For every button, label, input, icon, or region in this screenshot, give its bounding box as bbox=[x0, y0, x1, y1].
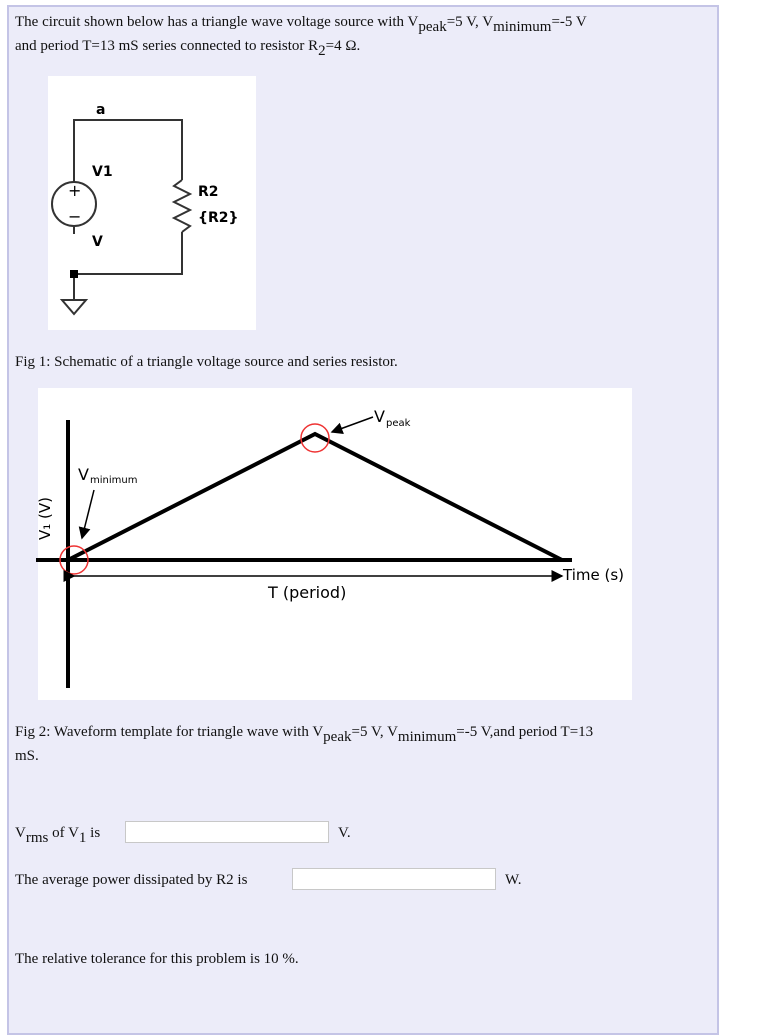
x-axis-label: Time (s) bbox=[563, 566, 624, 584]
period-label: T (period) bbox=[268, 583, 347, 602]
triangle-wave bbox=[68, 434, 562, 560]
power-unit: W. bbox=[505, 872, 522, 888]
source-name: V1 bbox=[92, 164, 113, 180]
intro-line-2: and period T=13 mS series connected to resistor $R_2=4$ Ω. bbox=[15, 38, 361, 59]
vpeak-sub: peak bbox=[386, 418, 411, 429]
power-input[interactable] bbox=[292, 868, 496, 890]
resistor bbox=[174, 180, 190, 232]
vmin-sub: minimum bbox=[90, 475, 138, 486]
ground-icon bbox=[62, 300, 86, 314]
node-label: a bbox=[96, 102, 106, 118]
schematic-svg bbox=[48, 76, 256, 330]
tolerance-text: The relative tolerance for this problem is 10 %. bbox=[15, 951, 299, 967]
y-axis-label: V₁ (V) bbox=[36, 496, 54, 540]
power-label: The average power dissipated by R2 is bbox=[15, 872, 248, 888]
intro-line-1: The circuit shown below has a triangle wave voltage source with $V_{peak}=5$ V, $V_{minimum}=-5$ V bbox=[15, 14, 587, 35]
fig1-caption: Fig 1: Schematic of a triangle voltage source and series resistor. bbox=[15, 354, 398, 370]
vrms-label: $V_{rms}$ of $V_1$ is bbox=[15, 825, 101, 846]
vrms-unit: V. bbox=[338, 825, 351, 841]
vpeak-label: V bbox=[374, 407, 385, 426]
resistor-name: R2 bbox=[198, 184, 219, 200]
source-value: V bbox=[92, 234, 103, 250]
vrms-input[interactable] bbox=[125, 821, 329, 843]
vmin-label: V bbox=[78, 465, 89, 484]
waveform-svg bbox=[38, 388, 632, 700]
fig2-caption-line-2: mS. bbox=[15, 748, 39, 764]
schematic-figure bbox=[48, 76, 256, 330]
minus-sign: − bbox=[68, 207, 82, 226]
resistor-value: {R2} bbox=[198, 210, 239, 226]
fig2-caption-line-1: Fig 2: Waveform template for triangle wave with $V_{peak}=5$ V, $V_{minimum}=-5$ V,and period T=13 bbox=[15, 724, 594, 745]
waveform-figure bbox=[38, 388, 632, 700]
plus-sign: + bbox=[68, 181, 82, 200]
